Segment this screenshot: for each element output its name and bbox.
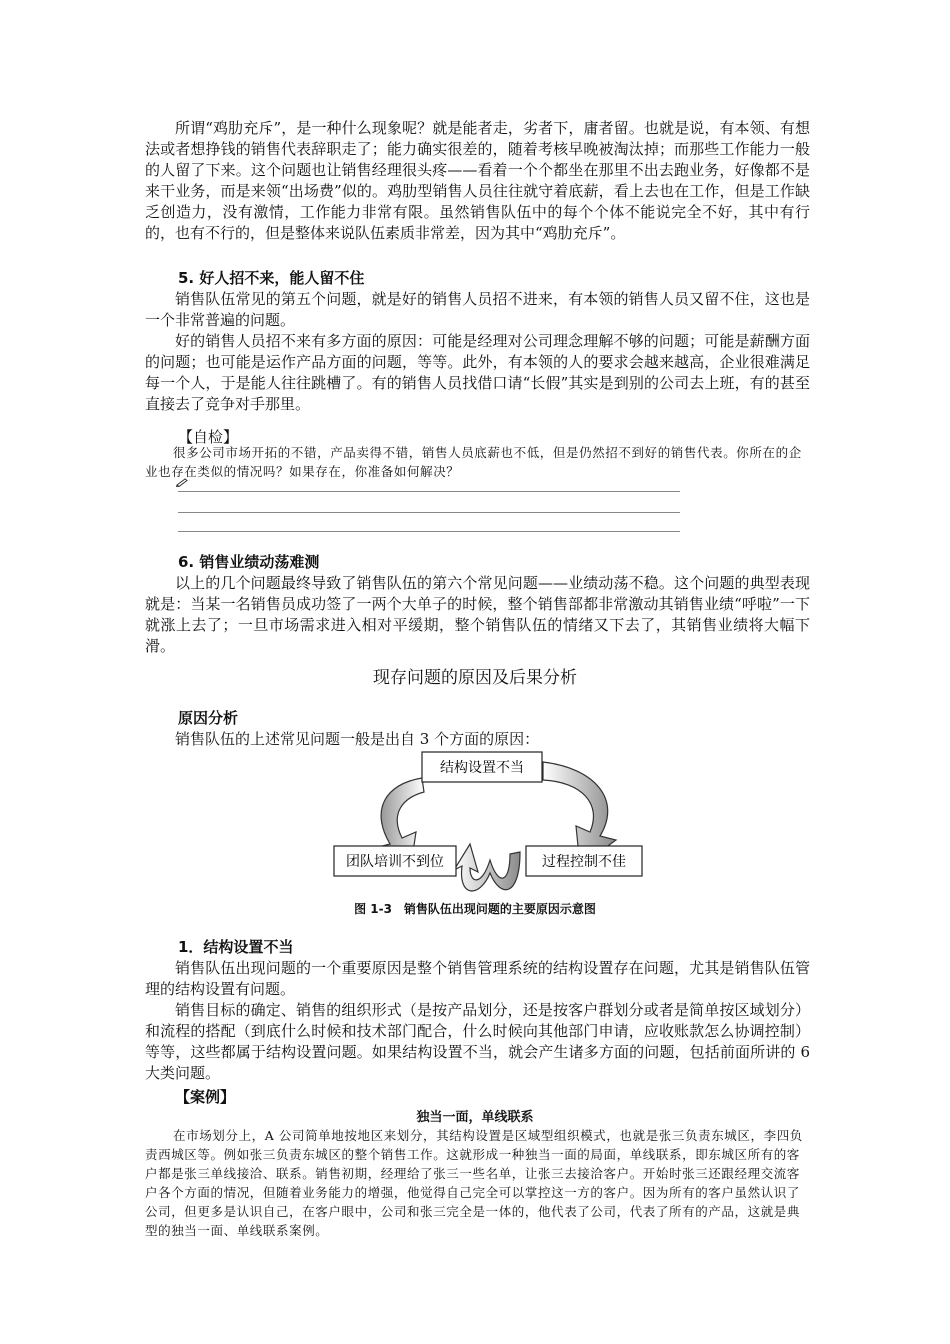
section-title: 现存问题的原因及后果分析 [373,668,577,688]
case-text: 在市场划分上，A 公司简单地按地区来划分，其结构设置是区域型组织模式，也就是张三负责东城区，李四负责西城区等。例如张三负责东城区的整个销售工作。这就形成一种独当一面的局面，单线联系，即东城区所有的客户都是张三单线接洽、联系。销售初期，经理给了张三一些名单，让张三去接洽客户。开始时张三还跟经理交流客户各个方面的情况，但随着业务能力的增强，他觉得自己完全可以掌控这一方的客户。因为所有的客户虽然认识了公司，但更多是认识自己，在客户眼中，公司和张三完全是一体的，他代表了公司，代表了所有的产品，这就是典型的独当一面、单线联系案例。 [145,1128,803,1238]
paragraph-reason-intro: 销售队伍的上述常见问题一般是出自 3 个方面的原因： [175,730,540,748]
pencil-icon [176,477,188,487]
paragraph-structure-1: 销售队伍出现问题的一个重要原因是整个销售管理系统的结构设置存在问题，尤其是销售队伍管理的结构设置有问题。 [145,959,810,998]
paragraph-performance: 以上的几个问题最终导致了销售队伍的第六个常见问题——业绩动荡不稳。这个问题的典型表现就是：当某一名销售员成功签了一两个大单子的时候，整个销售部都非常激动其销售业绩“呼啦”一下就涨上去了；一旦市场需求进入相对平缓期，整个销售队伍的情绪又下去了，其销售业绩将大幅下滑。 [145,574,810,655]
arrow-bottom [454,844,520,891]
case-title: 独当一面，单线联系 [416,1110,534,1125]
box-structure-label: 结构设置不当 [440,760,524,776]
paragraph-recruit-2: 好的销售人员招不来有多方面的原因：可能是经理对公司理念理解不够的问题；可能是薪酬方面的问题；也可能是运作产品方面的问题，等等。此外，有本领的人的要求会越来越高，企业很难满足每一个人，于是能人往往跳槽了。有的销售人员找借口请“长假”其实是到别的公司去上班，有的甚至直接去了竞争对手那里。 [145,332,810,413]
paragraph-chicken-rib: 所谓“鸡肋充斥”，是一种什么现象呢？就是能者走，劣者下，庸者留。也就是说，有本领、有想法或者想挣钱的销售代表辞职走了；能力确实很差的，随着考核早晚被淘汰掉；而那些工作能力一般的人留了下来。这个问题也让销售经理很头疼——看着一个个都坐在那里不出去跑业务，好像都不是来干业务，而是来领“出场费”似的。鸡肋型销售人员往往就守着底薪，看上去也在工作，但是工作缺乏创造力，没有激情，工作能力非常有限。虽然销售队伍中的每个个体不能说完全不好，其中有行的，也有不行的，但是整体来说队伍素质非常差，因为其中“鸡肋充斥”。 [145,119,810,242]
box-process-label: 过程控制不佳 [542,854,626,870]
answer-line-3[interactable] [178,531,680,532]
answer-line-2[interactable] [178,512,680,513]
box-process [526,846,642,876]
case-label: 【案例】 [175,1088,236,1106]
self-check-text: 很多公司市场开拓的不错，产品卖得不错，销售人员底薪也不低，但是仍然招不到好的销售代表。你所在的企业也存在类似的情况吗？如果存在，你准备如何解决？ [145,445,802,479]
heading-reason: 原因分析 [178,709,239,727]
paragraph-recruit-1: 销售队伍常见的第五个问题，就是好的销售人员招不进来，有本领的销售人员又留不住，这也是一个非常普遍的问题。 [145,290,810,329]
box-training [334,846,456,876]
self-check-label: 【自检】 [178,428,239,446]
heading-5: 5. 好人招不来，能人留不住 [178,269,365,287]
paragraph-structure-2: 销售目标的确定、销售的组织形式（是按产品划分，还是按客户群划分或者是简单按区域划分）和流程的搭配（到底什么时候和技术部门配合，什么时候向其他部门申请，应收账款怎么协调控制）等等，这些都属于结构设置问题。如果结构设置不当，就会产生诸多方面的问题，包括前面所讲的 6 大类问题。 [145,1001,810,1082]
box-training-label: 团队培训不到位 [346,854,444,870]
box-structure [422,752,542,782]
answer-line-1[interactable] [178,491,680,492]
heading-6: 6. 销售业绩动荡难测 [178,553,320,571]
cause-cycle-diagram [330,748,650,898]
heading-1: 1．结构设置不当 [178,938,294,956]
figure-caption: 图 1-3 销售队伍出现问题的主要原因示意图 [354,902,596,916]
